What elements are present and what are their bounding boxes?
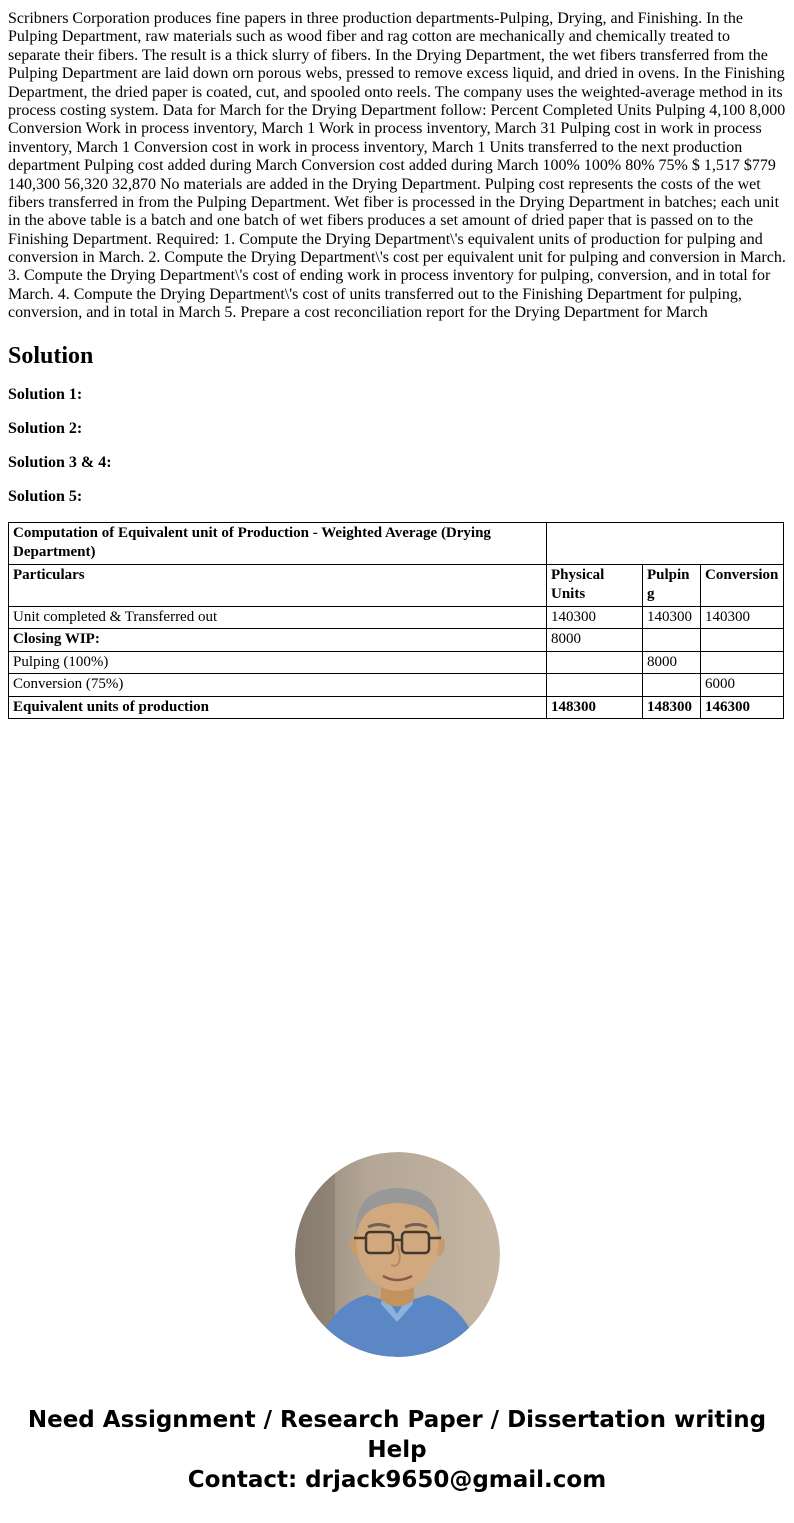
row-label: Closing WIP: [9,629,547,652]
column-header-particulars: Particulars [9,564,547,606]
column-header-pulping: Pulping [643,564,701,606]
cell-conversion: 6000 [701,674,784,697]
cell-pulping: 8000 [643,651,701,674]
cell-physical-units [547,674,643,697]
solution-5-heading: Solution 5: [8,487,83,505]
cell-physical-units: 148300 [547,696,643,719]
cell-physical-units: 140300 [547,606,643,629]
solution-2-heading: Solution 2: [8,419,83,437]
cell-pulping [643,629,701,652]
table-row-completed-transferred [9,606,784,629]
table-header-row [9,564,784,606]
avatar [295,1152,500,1357]
solution-1-heading: Solution 1: [8,385,83,403]
table-row-conversion-pct [9,674,784,697]
row-label: Unit completed & Transferred out [9,606,547,629]
solution-3-4-heading: Solution 3 & 4: [8,453,112,471]
cell-pulping: 140300 [643,606,701,629]
problem-statement: Scribners Corporation produces fine papers in three production departments-Pulping, Drying, and Finishing. In the Pulping Department, raw materials such as wood fiber and rag cotton are mechanically and chemically treated to separate their fibers. The result is a thick slurry of fibers. In the Drying Department, the wet fibers transferred from the Pulping Department are laid down orn porous webs, pressed to remove excess liquid, and dried in ovens. In the Finishing Department, the dried paper is coated, cut, and spooled onto reels. The company uses the weighted-average method in its process costing system. Data for March for the Drying Department follow: Percent Completed Units Pulping 4,100 8,000 Conversion Work in process inventory, March 1 Work in process inventory, March 31 Pulping cost in work in process inventory, March 1 Conversion cost in work in process inventory, March 1 Units transferred to the next production department Pulping cost added during March Conversion cost added during March 100% 100% 80% 75% $ 1,517 $779 140,300 56,320 32,870 No materials are added in the Drying Department. Pulping cost represents the costs of the wet fibers transferred in from the Pulping Department. Wet fiber is processed in the Drying Department in batches; each unit in the above table is a batch and one batch of wet fibers produces a set amount of dried paper that is passed on to the Finishing Department. Required: 1. Compute the Drying Department\'s equivalent units of production for pulping and conversion in March. 2. Compute the Drying Department\'s cost per equivalent unit for pulping and conversion in March. 3. Compute the Drying Department\'s cost of ending work in process inventory for pulping, conversion, and in total for March. 4. Compute the Drying Department\'s cost of units transferred out to the Finishing Department for pulping, conversion, and in total in March 5. Prepare a cost reconciliation report for the Drying Department for March [8,10,786,322]
column-header-conversion: Conversion [701,564,784,606]
tutor-photo-placeholder [295,1152,500,1357]
footer-cta [17,1405,777,1495]
table-row-pulping-pct [9,651,784,674]
cell-conversion [701,629,784,652]
footer-help-text: Need Assignment / Research Paper / Dissertation writing Help [27,1407,767,1463]
footer-contact-email: Contact: drjack9650@gmail.com [187,1467,607,1493]
cell-conversion: 140300 [701,606,784,629]
table-row-equivalent-units-total [9,696,784,719]
row-label: Equivalent units of production [9,696,547,719]
table-row-closing-wip [9,629,784,652]
table-title-empty-cell [547,522,784,564]
solution-heading: Solution [8,342,94,369]
equivalent-units-table [8,522,784,720]
table-title-row [9,522,784,564]
row-label: Pulping (100%) [9,651,547,674]
cell-conversion: 146300 [701,696,784,719]
cell-pulping [643,674,701,697]
row-label: Conversion (75%) [9,674,547,697]
cell-physical-units: 8000 [547,629,643,652]
table-title: Computation of Equivalent unit of Production - Weighted Average (Drying Department) [9,522,547,564]
column-header-physical-units: Physical Units [547,564,643,606]
cell-pulping: 148300 [643,696,701,719]
cell-physical-units [547,651,643,674]
footer-section [0,1152,794,1495]
cell-conversion [701,651,784,674]
